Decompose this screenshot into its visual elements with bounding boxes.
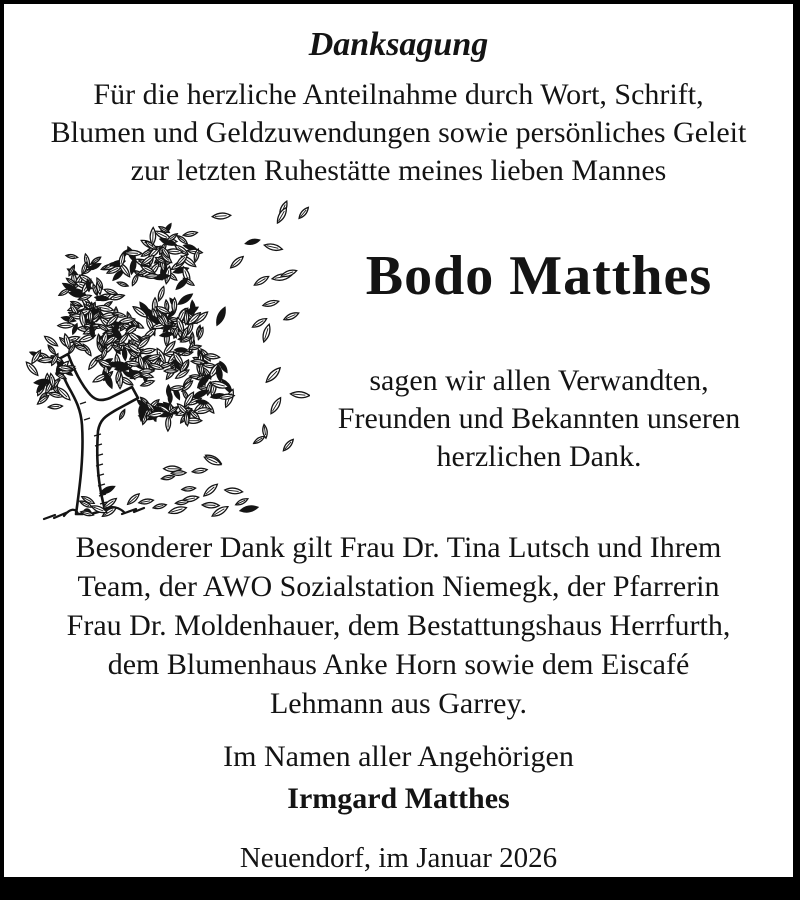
signatory-name: Irmgard Matthes	[287, 782, 510, 815]
notice-title: Danksagung	[308, 26, 489, 63]
special-thanks-line: Lehmann aus Garrey.	[269, 687, 528, 720]
place-date-line: Neuendorf, im Januar 2026	[239, 842, 558, 874]
special-thanks-line: Frau Dr. Moldenhauer, dem Bestattungshaus Herrfurth,	[66, 609, 731, 642]
intro-line: Blumen und Geldzuwendungen sowie persönliches Geleit	[50, 116, 747, 149]
deceased-name: Bodo Matthes	[365, 245, 713, 307]
thanks-paragraph	[304, 362, 774, 476]
special-thanks-line: Team, der AWO Sozialstation Niemegk, der Pfarrerin	[77, 570, 720, 603]
special-thanks-line: dem Blumenhaus Anke Horn sowie dem Eiscafé	[107, 648, 690, 681]
thanks-line: sagen wir allen Verwandten,	[369, 364, 709, 397]
special-thanks-line: Besonderer Dank gilt Frau Dr. Tina Lutsch und Ihrem	[75, 531, 722, 564]
paper	[4, 4, 793, 877]
thanks-line: herzlichen Dank.	[436, 440, 642, 473]
windblown-tree-illustration	[10, 190, 310, 525]
intro-line: zur letzten Ruhestätte meines lieben Mannes	[130, 154, 667, 187]
closing-line: Im Namen aller Angehörigen	[223, 740, 574, 773]
intro-paragraph	[4, 76, 793, 190]
thanks-line: Freunden und Bekannten unseren	[337, 402, 741, 435]
intro-line: Für die herzliche Anteilnahme durch Wort, Schrift,	[93, 78, 704, 111]
special-thanks-paragraph	[4, 528, 793, 723]
